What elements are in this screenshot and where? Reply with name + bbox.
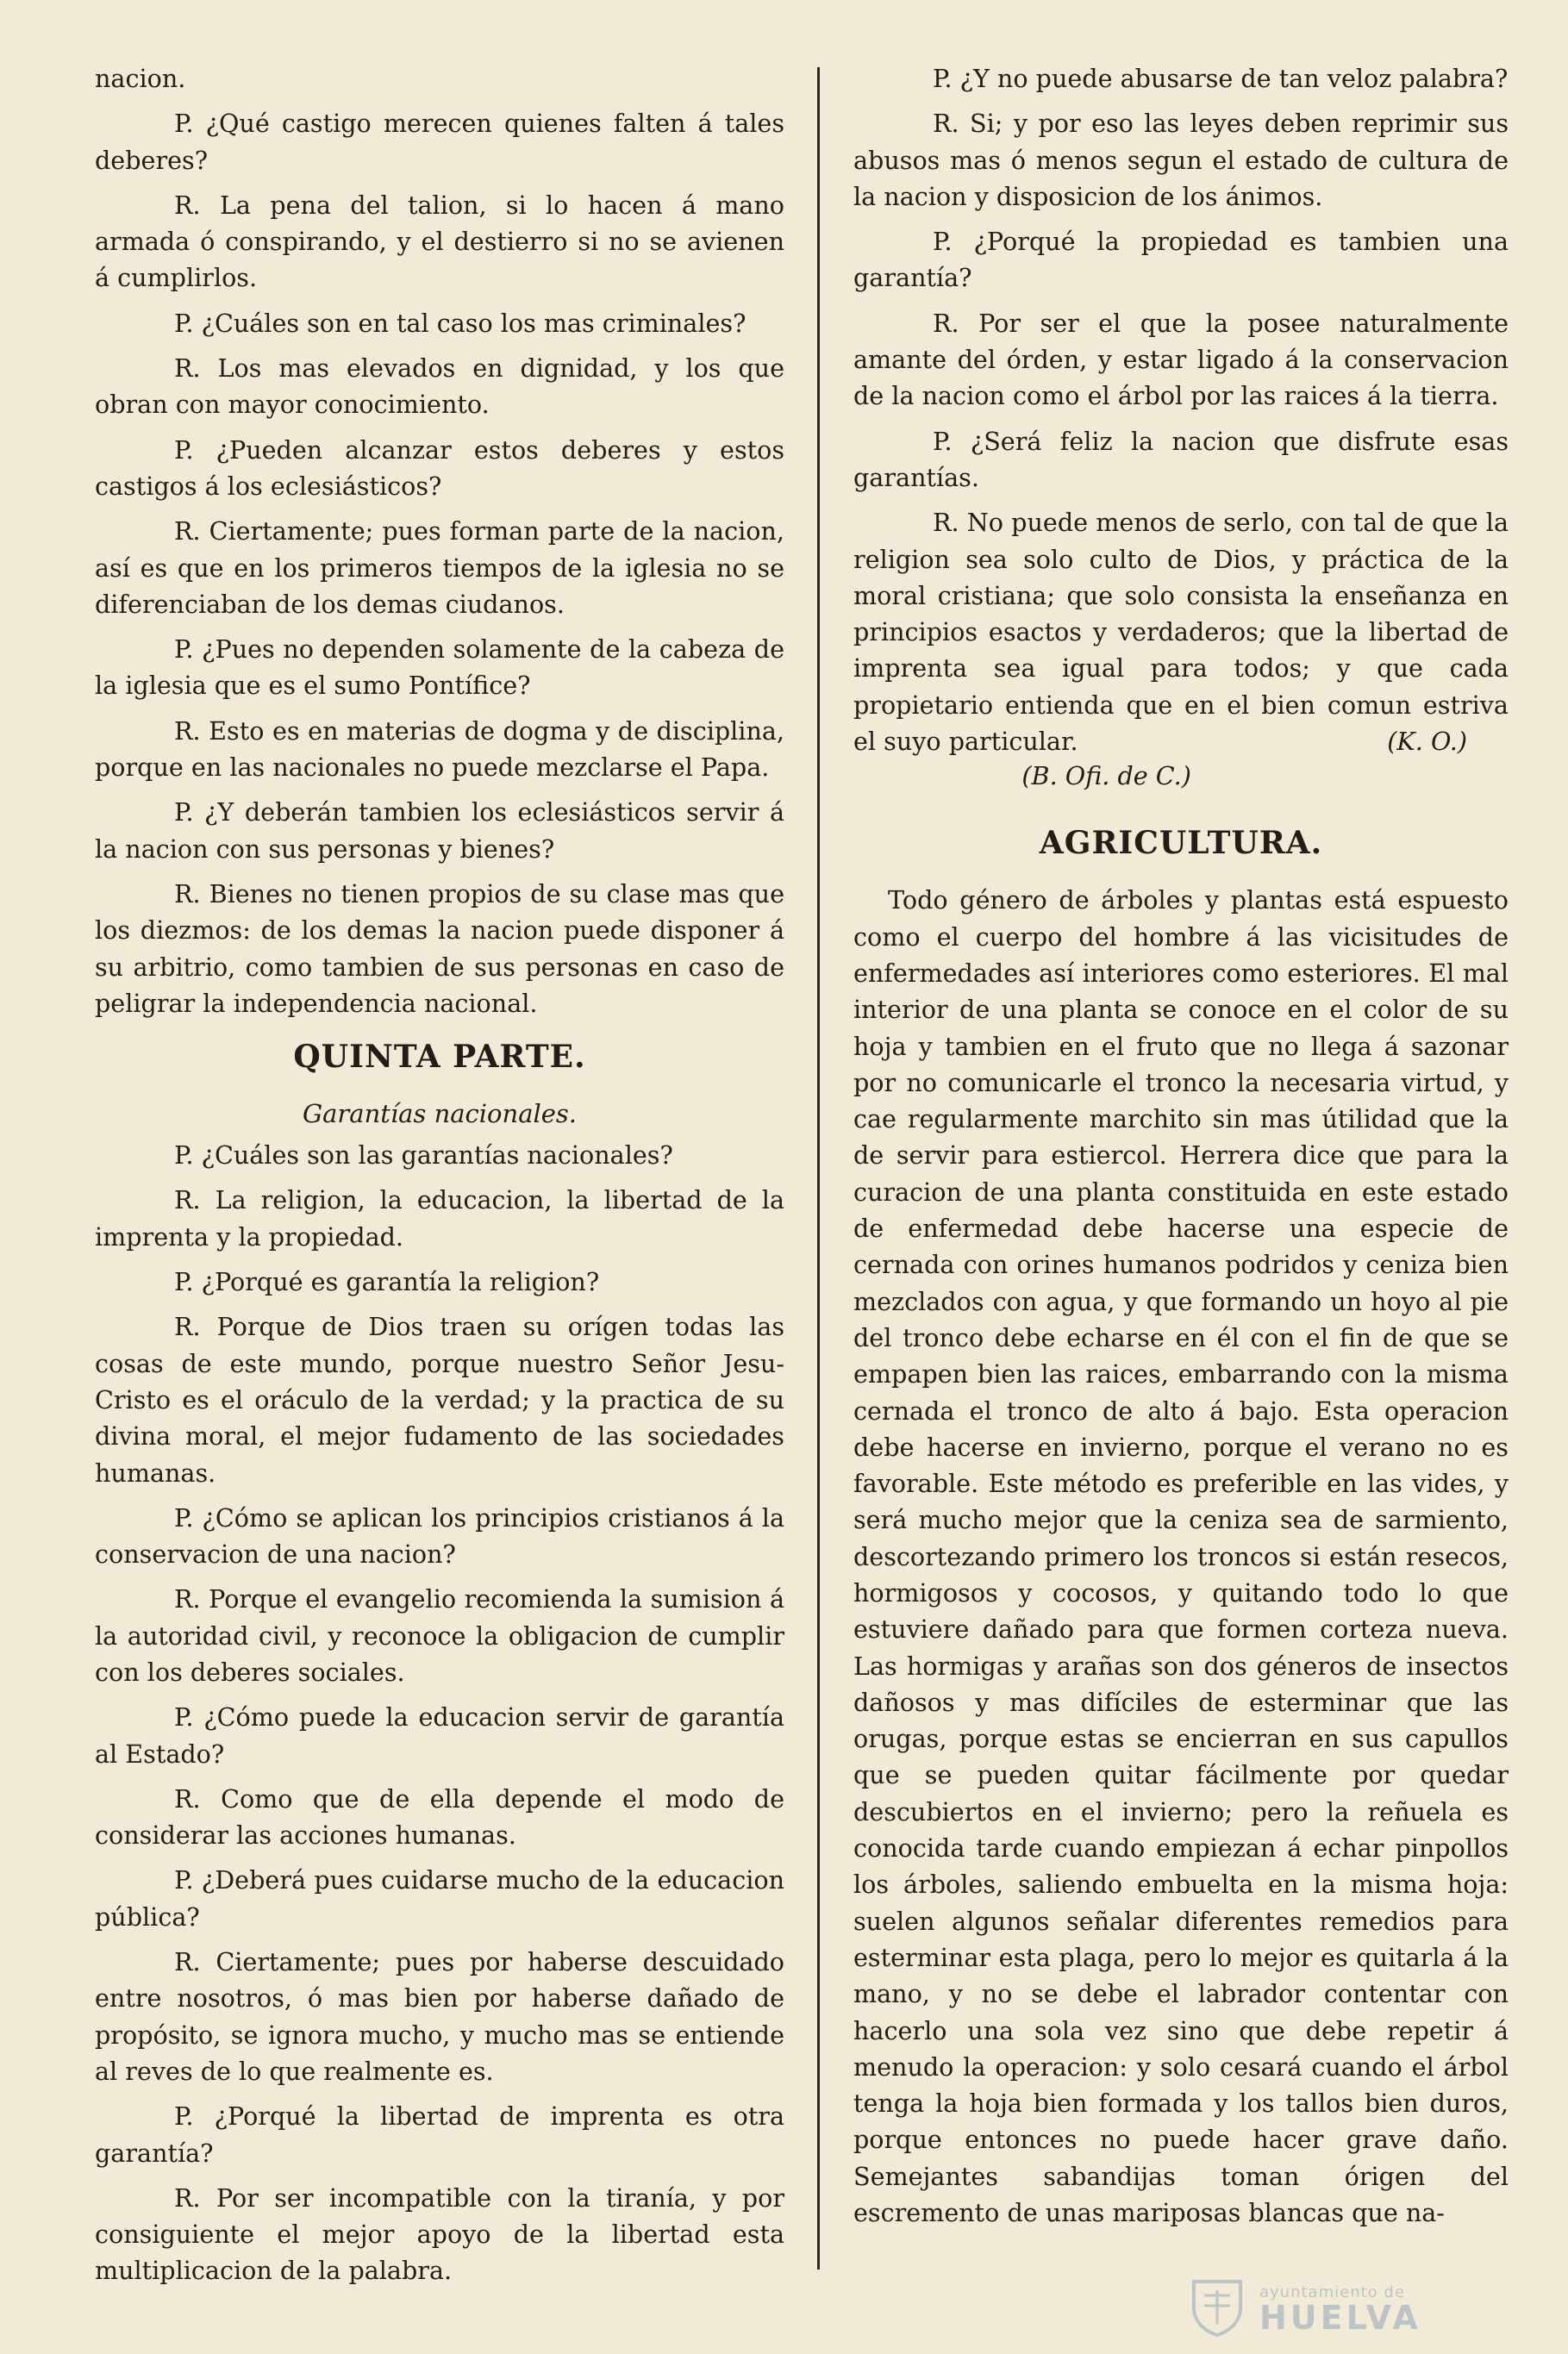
answer: R. Porque de Dios traen su orígen todas las cosas de este mundo, porque nuestro Señor Jesu-Cristo es el oráculo de la verdad; y la practica de su divina moral, el mejor fudamento de las sociedades humanas. [95,1312,784,1488]
question: P. ¿Será feliz la nacion que disfrute esas garantías. [853,426,1509,492]
right-column [853,60,1509,2239]
answer-text: R. No puede menos de serlo, con tal de que la religion sea solo culto de Dios, y práctica de la moral cristiana; que solo consista la enseñanza en principios esactos y verdaderos; que la libertad de imprenta sea igual para todos; y que cada propietario entienda que en el bien comun estriva el suyo particular. [853,508,1509,757]
watermark-line1: ayuntamiento de [1259,2283,1405,2301]
answer: R. La pena del talion, si lo hacen á mano armada ó conspirando, y el destierro si no se avienen á cumplirlos. [95,190,784,293]
question: P. ¿Porqué la libertad de imprenta es otra garantía? [95,2101,784,2168]
section-subtitle: Garantías nacionales. [302,1099,578,1129]
section-title-quinta-parte: QUINTA PARTE. [293,1039,586,1076]
section-title-agricultura: AGRICULTURA. [1039,825,1323,862]
answer: R. Por ser incompatible con la tiranía, y por consiguiente el mejor apoyo de la libertad esta multiplicacion de la palabra. [95,2182,784,2286]
question: P. ¿Cuáles son en tal caso los mas criminales? [174,308,747,338]
question: P. ¿Cuáles son las garantías nacionales? [174,1140,673,1171]
source-citation: (B. Ofi. de C.) [1021,761,1191,791]
coat-of-arms-icon [1189,2276,1246,2337]
watermark-line2: HUELVA [1259,2299,1421,2337]
answer [853,504,1509,759]
answer: R. Si; y por eso las leyes deben reprimir sus abusos mas ó menos segun el estado de cultura de la nacion y disposicion de los ánimos. [853,109,1509,211]
left-column [95,60,784,2298]
column-divider [817,67,820,2270]
question: P. ¿Porqué la propiedad es tambien una garantía? [853,227,1509,293]
answer: R. Ciertamente; pues forman parte de la nacion, así es que en los primeros tiempos de la iglesia no se diferenciaban de los demas ciudanos. [95,516,784,619]
answer: R. Por ser el que la posee naturalmente amante del órden, y estar ligado á la conservacion de la nacion como el árbol por las raices á la tierra. [853,308,1509,411]
watermark [1189,2276,1516,2337]
question: P. ¿Pueden alcanzar estos deberes y estos castigos á los eclesiásticos? [95,434,784,501]
answer: R. La religion, la educacion, la libertad de la imprenta y la propiedad. [95,1185,784,1252]
question: P. ¿Y no puede abusarse de tan veloz palabra? [933,64,1509,93]
question: P. ¿Cómo puede la educacion servir de garantía al Estado? [95,1702,784,1769]
question: P. ¿Pues no dependen solamente de la cabeza de la iglesia que es el sumo Pontífice? [95,634,784,701]
answer: R. Esto es en materias de dogma y de disciplina, porque en las nacionales no puede mezclarse el Papa. [95,715,784,783]
agricultura-body: Todo género de árboles y plantas está espuesto como el cuerpo del hombre á las vicisitudes de enfermedades así interiores como esteriores. El mal interior de una planta se conoce en el color de su hoja y tambien en el fruto que no llega á sazonar por no comunicarle el tronco la necesaria virtud, y cae regularmente marchito sin mas útilidad que la de servir para estiercol. Herrera dice que para la curacion de una planta constituida en este estado de enfermedad debe hacerse una especie de cernada con orines humanos podridos y ceniza bien mezclados con agua, y que formando un hoyo al pie del tronco debe echarse en él con el fin de que se empapen bien las raices, embarrando con la misma cernada el tronco de alto á bajo. Esta operacion debe hacerse en invierno, porque el verano no es favorable. Este método es preferible en las vides, y será mucho mejor que la ceniza sea de sarmiento, descortezando primero los troncos si están resecos, hormigosos y cocosos, y quitando todo lo que estuviere dañado para que formen corteza nueva. Las hormigas y arañas son dos géneros de insectos dañosos y mas difíciles de esterminar que las orugas, porque estas se encierran en sus capullos que se pueden quitar fácilmente por quedar descubiertos en el invierno; pero la reñuela es conocida tarde cuando empiezan á echar pinpollos los árboles, saliendo embuelta en la misma hoja: suelen algunos señalar diferentes remedios para esterminar esta plaga, pero lo mejor es quitarla á la mano, y no se debe el labrador contentar con hacerlo una sola vez sino que debe repetir á menudo la operacion: y solo cesará cuando el árbol tenga la hoja bien formada y los tallos bien duros, porque entonces no puede hacer grave daño. Semejantes sabandijas toman órigen del escremento de unas mariposas blancas que na- [853,885,1509,2228]
paragraph: nacion. [95,64,186,93]
author-initials: (K. O.) [1387,727,1467,757]
answer: R. Ciertamente; pues por haberse descuidado entre nosotros, ó mas bien por haberse dañado de propósito, se ignora mucho, y mucho mas se entiende al reves de lo que realmente es. [95,1947,784,2086]
answer: R. Los mas elevados en dignidad, y los que obran con mayor conocimiento. [95,353,784,420]
question: P. ¿Y deberán tambien los eclesiásticos servir á la nacion con sus personas y bienes? [95,797,784,864]
question: P. ¿Deberá pues cuidarse mucho de la educacion pública? [95,1865,784,1932]
answer: R. Bienes no tienen propios de su clase mas que los diezmos: de los demas la nacion puede disponer á su arbitrio, como tambien de sus personas en caso de peligrar la independencia nacional. [95,878,784,1018]
answer: R. Como que de ella depende el modo de considerar las acciones humanas. [95,1783,784,1851]
question: P. ¿Cómo se aplican los principios cristianos á la conservacion de una nacion? [95,1502,784,1570]
question: P. ¿Qué castigo merecen quienes falten á tales deberes? [95,109,784,175]
question: P. ¿Porqué es garantía la religion? [174,1267,600,1297]
answer: R. Porque el evangelio recomienda la sumision á la autoridad civil, y reconoce la obligacion de cumplir con los deberes sociales. [95,1584,784,1687]
